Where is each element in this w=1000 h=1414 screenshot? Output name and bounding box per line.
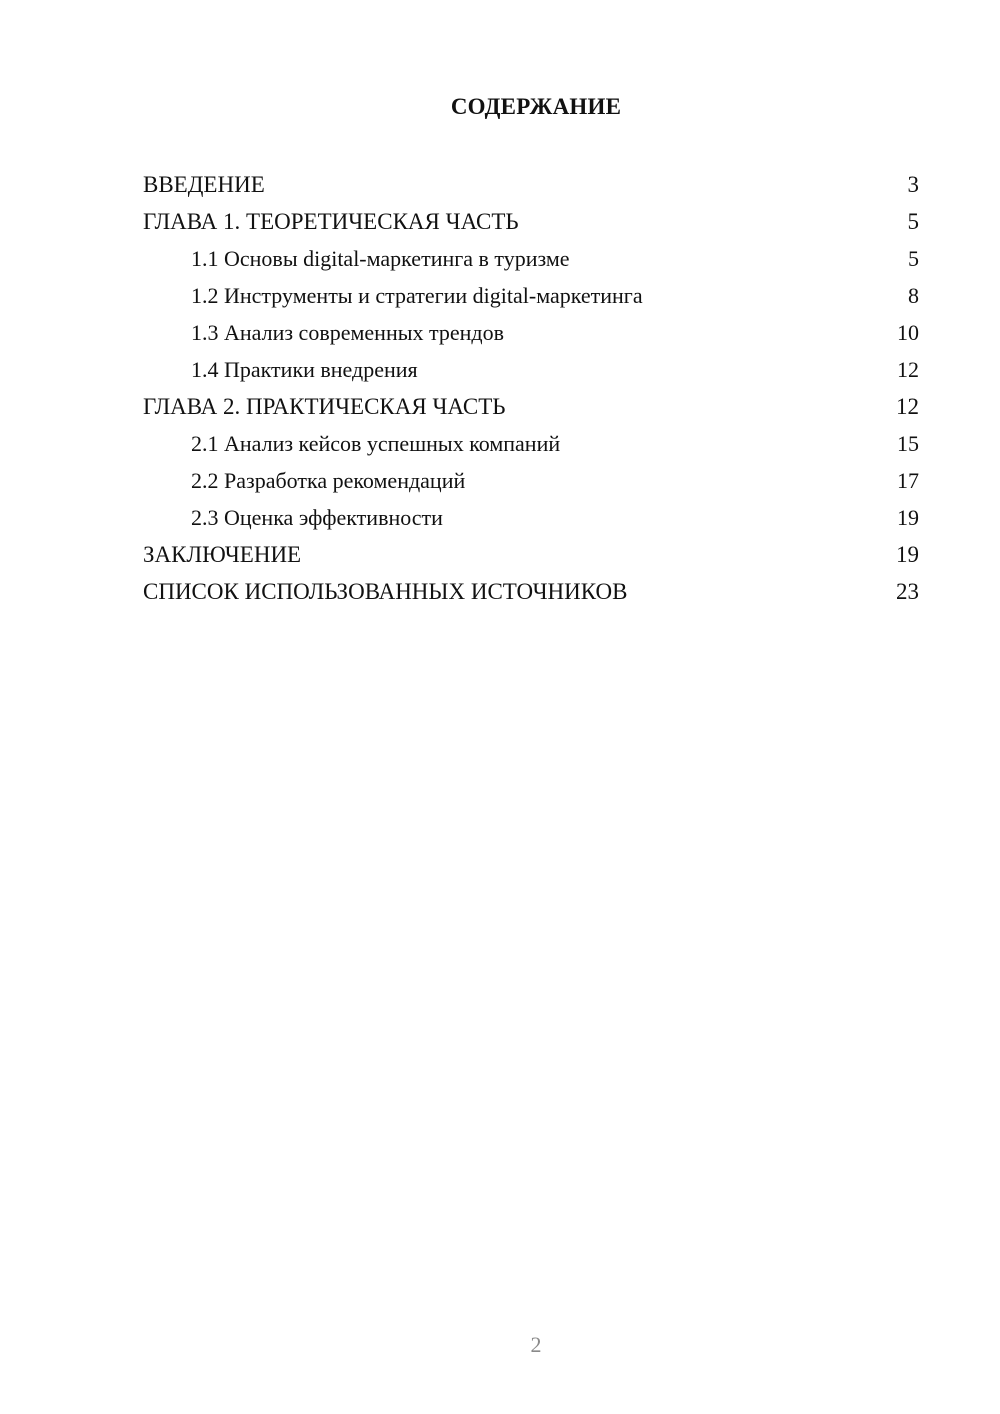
toc-entry-page: 10 bbox=[897, 320, 919, 345]
toc-heading: СОДЕРЖАНИЕ bbox=[450, 94, 622, 119]
toc-entry-section-1-1 bbox=[143, 240, 919, 277]
toc-entry-page: 23 bbox=[896, 579, 919, 604]
toc-entry-label: 1.2 Инструменты и стратегии digital-маркетинга bbox=[191, 283, 643, 308]
toc-entry-label: 2.3 Оценка эффективности bbox=[191, 505, 443, 530]
toc-entry-page: 3 bbox=[907, 172, 919, 197]
toc-entry-introduction bbox=[143, 166, 919, 203]
toc-entry-section-1-4 bbox=[143, 351, 919, 388]
toc-entry-section-1-3 bbox=[143, 314, 919, 351]
toc-entry-label: 2.1 Анализ кейсов успешных компаний bbox=[191, 431, 561, 456]
toc-entry-label: 1.3 Анализ современных трендов bbox=[191, 320, 504, 345]
toc-entry-label: СПИСОК ИСПОЛЬЗОВАННЫХ ИСТОЧНИКОВ bbox=[143, 579, 628, 604]
toc-entry-conclusion bbox=[143, 536, 919, 573]
page-number: 2 bbox=[530, 1332, 542, 1357]
toc-entry-label: ЗАКЛЮЧЕНИЕ bbox=[143, 542, 302, 567]
toc-entry-section-2-2 bbox=[143, 462, 919, 499]
toc-entry-label: ГЛАВА 1. ТЕОРЕТИЧЕСКАЯ ЧАСТЬ bbox=[143, 209, 519, 234]
toc-entry-references bbox=[143, 573, 919, 610]
toc-entry-label: 1.1 Основы digital-маркетинга в туризме bbox=[191, 246, 570, 271]
toc-entry-label: 1.4 Практики внедрения bbox=[191, 357, 418, 382]
toc-entry-page: 15 bbox=[897, 431, 919, 456]
toc-entry-page: 12 bbox=[897, 357, 919, 382]
toc-entry-chapter-1 bbox=[143, 203, 919, 240]
toc-entry-section-2-3 bbox=[143, 499, 919, 536]
toc-entry-page: 8 bbox=[908, 283, 919, 308]
toc-entry-page: 12 bbox=[896, 394, 919, 419]
table-of-contents bbox=[143, 166, 919, 610]
toc-entry-section-2-1 bbox=[143, 425, 919, 462]
toc-entry-section-1-2 bbox=[143, 277, 919, 314]
toc-entry-label: ГЛАВА 2. ПРАКТИЧЕСКАЯ ЧАСТЬ bbox=[143, 394, 506, 419]
toc-entry-page: 19 bbox=[897, 505, 919, 530]
toc-entry-page: 17 bbox=[897, 468, 919, 493]
toc-entry-page: 5 bbox=[907, 209, 919, 234]
toc-entry-chapter-2 bbox=[143, 388, 919, 425]
toc-entry-label: ВВЕДЕНИЕ bbox=[143, 172, 265, 197]
toc-entry-label: 2.2 Разработка рекомендаций bbox=[191, 468, 466, 493]
toc-entry-page: 19 bbox=[896, 542, 919, 567]
toc-entry-page: 5 bbox=[908, 246, 919, 271]
